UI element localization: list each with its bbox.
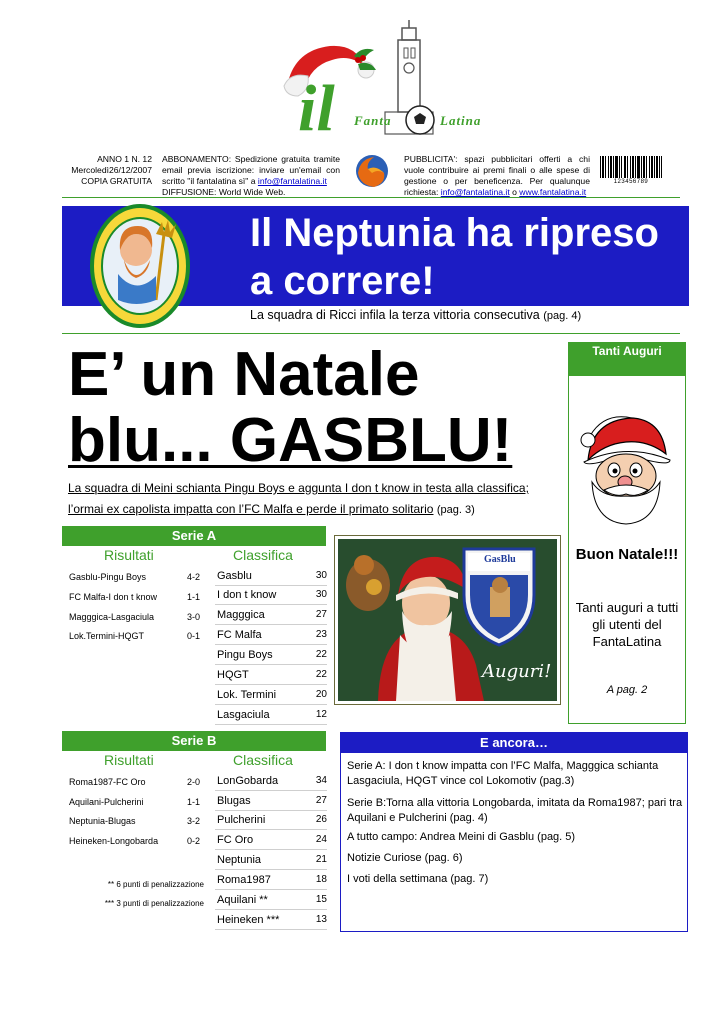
barcode-number: 123456789 (613, 179, 649, 185)
santa-face-illustration (574, 410, 680, 526)
standing-team: Magggica (217, 609, 265, 621)
serie-b-results-label: Risultati (104, 752, 154, 768)
banner-divider (62, 333, 680, 334)
standing-points: 18 (315, 874, 327, 885)
row-divider (215, 810, 327, 811)
e-ancora-header: E ancora… (340, 732, 688, 753)
serie-a-result-row (69, 592, 200, 602)
row-divider (215, 909, 327, 910)
standing-points: 27 (315, 609, 327, 620)
e-ancora-item: Serie A: I don t know impatta con l’FC Malfa, Magggica schianta Lasgaciula, HQGT vince col Lokomotiv (pag.3) (347, 760, 659, 787)
serie-a-standing-row (217, 649, 327, 661)
santa-christmas-picture (334, 535, 561, 705)
banner-subtitle (250, 308, 581, 322)
serie-b-result-row (69, 797, 200, 807)
result-match: Neptunia-Blugas (69, 816, 136, 826)
logo-il-text: il (298, 72, 335, 145)
advertising-email-link[interactable]: info@fantalatina.it (440, 187, 510, 197)
banner-subtitle-text: La squadra di Ricci infila la terza vittoria consecutiva (250, 308, 540, 322)
result-match: Roma1987-FC Oro (69, 777, 146, 787)
issue-info (60, 154, 152, 187)
serie-a-standing-row (217, 709, 327, 721)
lead-headline (68, 342, 568, 474)
issue-price: COPIA GRATUITA (81, 176, 152, 186)
standing-points: 13 (315, 914, 327, 925)
standing-team: LonGobarda (217, 775, 279, 787)
standing-points: 23 (315, 629, 327, 640)
logo-latina-text: Latina (440, 113, 482, 128)
row-divider (215, 704, 327, 705)
standing-team: Neptunia (217, 854, 262, 866)
standing-team: Lasgaciula (217, 709, 270, 721)
standing-points: 24 (315, 834, 327, 845)
penalty-note: *** 3 punti di penalizzazione (104, 899, 204, 908)
website-link[interactable]: www.fantalatina.it (519, 187, 587, 197)
serie-a-results-label: Risultati (104, 547, 154, 563)
row-divider (215, 684, 327, 685)
standing-points: 21 (315, 854, 327, 865)
serie-a-standing-row (217, 669, 327, 681)
standing-points: 22 (315, 649, 327, 660)
lead-headline-line1: E’ un Natale (68, 340, 420, 409)
auguri-page-ref: A pag. 2 (606, 684, 648, 696)
serie-a-result-row (69, 631, 200, 641)
auguri-header: Tanti Auguri (568, 342, 686, 376)
standing-team: Pingu Boys (217, 649, 273, 661)
banner-headline: Il Neptunia ha ripreso a correre! (250, 211, 659, 303)
serie-a-standing-row (217, 629, 327, 641)
standing-points: 12 (315, 709, 327, 720)
serie-a-standing-row (217, 689, 327, 701)
serie-a-standing-row (217, 589, 327, 601)
lead-headline-line2: blu... GASBLU! (68, 406, 513, 475)
serie-b-standing-row (217, 894, 327, 906)
standing-team: Gasblu (217, 570, 252, 582)
row-divider (215, 724, 327, 725)
standing-team: FC Malfa (217, 629, 262, 641)
standing-points: 30 (315, 589, 327, 600)
standing-points: 20 (315, 689, 327, 700)
diffusion-text: DIFFUSIONE: World Wide Web. (162, 187, 286, 197)
serie-a-result-row (69, 572, 200, 582)
logo-fanta-text: Fanta (354, 113, 392, 128)
row-divider (215, 869, 327, 870)
lead-subtitle (68, 478, 558, 521)
auguri-buon-natale: Buon Natale!!! (575, 546, 679, 563)
barcode-graphic (600, 156, 662, 178)
standing-team: I don t know (217, 589, 277, 601)
row-divider (215, 889, 327, 890)
row-divider (215, 624, 327, 625)
serie-b-standing-row (217, 874, 327, 886)
issue-date: Mercoledì26/12/2007 (71, 165, 152, 175)
advertising-text: PUBBLICITA': spazi pubblicitari offerti a chi vuole contribuire ai premi finali o alle spese di gestione o per beneficenza. Per qualunque richiesta: (404, 154, 590, 197)
result-score: 0-2 (186, 836, 200, 846)
serie-b-header: Serie B (62, 731, 326, 751)
e-ancora-item: Notizie Curiose (pag. 6) (347, 852, 463, 864)
standing-team: Pulcherini (217, 814, 266, 826)
picture-shield-text: GasBlu (484, 554, 516, 565)
standing-points: 27 (315, 795, 327, 806)
newspaper-logo (270, 20, 510, 145)
picture-caption: Auguri! (482, 661, 552, 682)
standing-team: Heineken *** (217, 914, 280, 926)
result-score: 1-1 (186, 797, 200, 807)
row-divider (215, 585, 327, 586)
serie-a-standings-label: Classifica (233, 547, 293, 563)
standing-team: Roma1987 (217, 874, 271, 886)
row-divider (215, 849, 327, 850)
e-ancora-item: I voti della settimana (pag. 7) (347, 873, 489, 885)
lead-subtitle-text: La squadra di Meini schianta Pingu Boys e aggunta I don t know in testa alla classifica; l’ormai ex capolista impatta con l’FC Malfa e perde il primato solitario (68, 481, 529, 516)
e-ancora-item: A tutto campo: Andrea Meini di Gasblu (pag. 5) (347, 831, 576, 843)
serie-b-standing-row (217, 834, 327, 846)
row-divider (215, 829, 327, 830)
serie-a-result-row (69, 612, 200, 622)
firefox-icon (354, 153, 390, 189)
result-match: Aquilani-Pulcherini (69, 797, 144, 807)
standing-team: Blugas (217, 795, 251, 807)
row-divider (215, 664, 327, 665)
result-match: Magggica-Lasgaciula (69, 612, 155, 622)
standing-team: Lok. Termini (217, 689, 277, 701)
subscription-text: ABBONAMENTO: Spedizione gratuita tramite email previa iscrizione: inviare un'email con scritto "il fantalatina sì" a (162, 154, 340, 186)
e-ancora-item: Serie B:Torna alla vittoria Longobarda, imitata da Roma1987; pari tra Aquilani e Pulcherini (pag. 4) (347, 797, 683, 824)
lead-page-ref: (pag. 3) (436, 504, 475, 516)
banner-page-ref: (pag. 4) (543, 310, 582, 322)
result-score: 0-1 (186, 631, 200, 641)
issue-number: ANNO 1 N. 12 (97, 154, 152, 164)
penalty-note: ** 6 punti di penalizzazione (107, 880, 204, 889)
subscription-email-link[interactable]: info@fantalatina.it (257, 176, 327, 186)
standing-team: FC Oro (217, 834, 254, 846)
result-score: 2-0 (186, 777, 200, 787)
standing-team: HQGT (217, 669, 249, 681)
auguri-box (568, 342, 686, 724)
row-divider (215, 790, 327, 791)
result-score: 3-0 (186, 612, 200, 622)
serie-b-result-row (69, 816, 200, 826)
masthead-divider (62, 197, 680, 198)
serie-b-standing-row (217, 814, 327, 826)
standing-points: 34 (315, 775, 327, 786)
result-match: Gasblu-Pingu Boys (69, 572, 147, 582)
subscription-info (162, 154, 340, 198)
neptunia-badge (90, 204, 190, 328)
result-score: 3-2 (186, 816, 200, 826)
serie-a-standing-row (217, 570, 327, 582)
standing-points: 15 (315, 894, 327, 905)
advertising-or: o (509, 187, 520, 197)
standing-points: 30 (315, 570, 327, 581)
auguri-text: Tanti auguri a tutti gli utenti del FantaLatina (575, 600, 679, 649)
serie-b-standing-row (217, 914, 327, 926)
serie-b-standing-row (217, 854, 327, 866)
result-score: 1-1 (186, 592, 200, 602)
serie-a-standing-row (217, 609, 327, 621)
serie-a-header: Serie A (62, 526, 326, 546)
serie-b-standing-row (217, 775, 327, 787)
row-divider (215, 604, 327, 605)
row-divider (215, 644, 327, 645)
serie-b-result-row (69, 836, 200, 846)
result-match: Heineken-Longobarda (69, 836, 159, 846)
result-match: FC Malfa-I don t know (69, 592, 158, 602)
standing-points: 22 (315, 669, 327, 680)
standing-points: 26 (315, 814, 327, 825)
standing-team: Aquilani ** (217, 894, 268, 906)
serie-b-standings-label: Classifica (233, 752, 293, 768)
serie-b-result-row (69, 777, 200, 787)
result-match: Lok.Termini-HQGT (69, 631, 145, 641)
row-divider (215, 929, 327, 930)
serie-b-standing-row (217, 795, 327, 807)
result-score: 4-2 (186, 572, 200, 582)
advertising-info (404, 154, 590, 198)
